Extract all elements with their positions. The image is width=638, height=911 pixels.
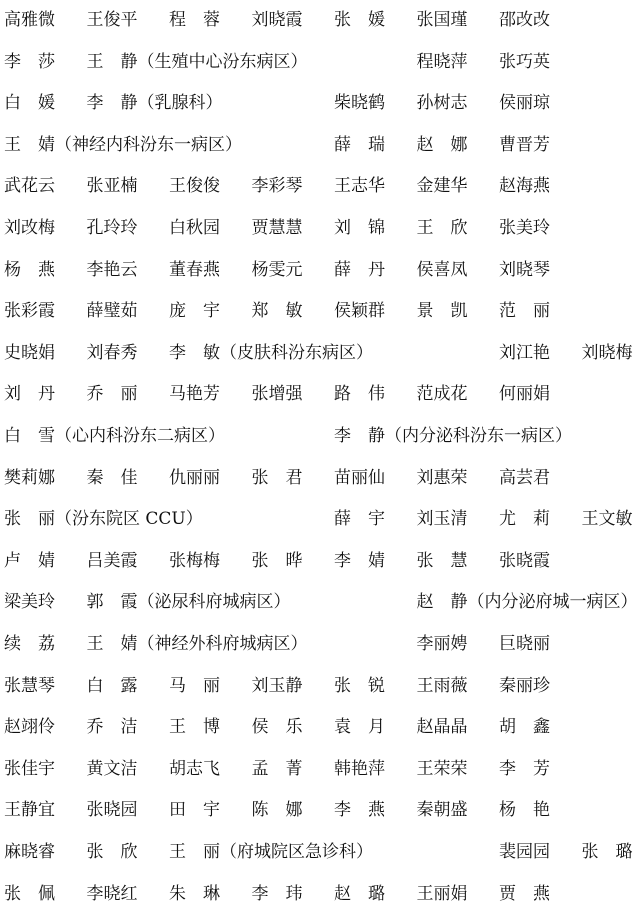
name-entry: 刘玉静 (251, 675, 303, 696)
name-entry: 刘春秀 (86, 342, 138, 363)
name-entry: 张彩霞 (4, 301, 55, 322)
name-row (4, 47, 584, 77)
name-entry: 张 媛 (334, 10, 385, 30)
name-entry: 贾慧慧 (251, 218, 303, 238)
name-entry: 秦丽珍 (499, 675, 550, 696)
name-entry: 李 敏（皮肤科汾东病区） (169, 342, 373, 363)
name-entry: 续 荔 (4, 634, 55, 654)
name-entry: 赵晶晶 (416, 717, 468, 738)
name-row (4, 795, 584, 825)
name-entry: 袁 月 (334, 717, 385, 738)
name-entry: 陈 娜 (251, 800, 303, 821)
name-entry: 庞 宇 (169, 301, 220, 322)
name-entry: 薛璧茹 (86, 301, 138, 322)
name-entry: 董春燕 (169, 259, 220, 280)
name-entry: 李 莎 (4, 51, 55, 72)
name-entry: 王俊平 (86, 10, 138, 30)
name-row (4, 379, 584, 409)
name-entry: 高芸君 (499, 467, 550, 488)
name-entry: 王 欣 (416, 218, 468, 238)
name-entry: 张美玲 (499, 218, 550, 238)
name-entry: 薛 宇 (334, 509, 385, 530)
name-entry: 郭 霞（泌尿科府城病区） (86, 592, 291, 613)
name-row (4, 504, 633, 534)
name-entry: 侯喜凤 (416, 259, 468, 280)
name-entry: 秦朝盛 (416, 800, 468, 821)
name-entry: 张亚楠 (86, 176, 138, 197)
name-entry: 张 璐 (581, 842, 633, 862)
name-entry: 刘惠荣 (416, 467, 468, 488)
name-entry: 张晓园 (86, 800, 138, 821)
name-entry: 程晓萍 (416, 51, 468, 72)
name-entry: 赵翊伶 (4, 717, 55, 738)
name-entry: 李 燕 (334, 800, 385, 821)
name-entry: 刘江艳 (499, 342, 550, 363)
name-row (4, 837, 633, 867)
name-entry: 王丽娟 (416, 883, 468, 904)
name-entry: 张佳宇 (4, 758, 55, 779)
name-entry: 白 雪（心内科汾东二病区） (4, 426, 225, 446)
name-entry: 李 婧 (334, 550, 385, 571)
name-entry: 李彩琴 (251, 176, 303, 197)
name-entry: 张 锐 (334, 675, 385, 696)
name-entry: 胡 鑫 (499, 717, 550, 738)
name-entry: 张梅梅 (169, 550, 220, 571)
name-entry: 侯丽琼 (499, 93, 550, 114)
name-entry: 武花云 (4, 176, 55, 197)
name-entry: 刘玉清 (416, 509, 468, 530)
name-entry: 裴园园 (499, 842, 550, 862)
name-entry: 范 丽 (499, 301, 550, 322)
name-row (4, 671, 584, 701)
name-entry: 王 静（生殖中心汾东病区） (86, 51, 308, 72)
name-entry: 苗丽仙 (334, 467, 385, 488)
name-row (4, 879, 584, 909)
name-entry: 刘晓霞 (251, 10, 303, 30)
name-entry: 郑 敏 (251, 301, 303, 322)
name-entry: 程 蓉 (169, 10, 220, 30)
name-row (4, 629, 584, 659)
name-entry: 李 静（内分泌科汾东一病区） (334, 426, 572, 446)
name-entry: 韩艳萍 (334, 758, 385, 779)
name-entry: 李晓红 (86, 883, 138, 904)
name-entry: 乔 洁 (86, 717, 138, 738)
name-row (4, 88, 584, 118)
name-entry: 何丽娟 (499, 384, 550, 405)
name-row (4, 5, 584, 35)
name-entry: 赵海燕 (499, 176, 550, 197)
name-entry: 白 媛 (4, 93, 55, 114)
name-entry: 李丽娉 (416, 634, 468, 654)
name-entry: 张增强 (251, 384, 303, 405)
name-entry: 朱 琳 (169, 883, 220, 904)
name-entry: 樊莉娜 (4, 467, 55, 488)
name-entry: 高雅微 (4, 10, 55, 30)
name-entry: 刘改梅 (4, 218, 55, 238)
name-entry: 秦 佳 (86, 467, 138, 488)
name-entry: 刘 锦 (334, 218, 385, 238)
name-entry: 史晓娟 (4, 342, 55, 363)
name-row (4, 421, 584, 451)
name-entry: 孔玲玲 (86, 218, 138, 238)
name-entry: 马 丽 (169, 675, 220, 696)
name-row (4, 255, 584, 285)
name-entry: 张 慧 (416, 550, 468, 571)
name-entry: 景 凯 (416, 301, 468, 322)
name-row (4, 712, 584, 742)
name-entry: 李艳云 (86, 259, 138, 280)
name-entry: 王 博 (169, 717, 220, 738)
name-row (4, 130, 584, 160)
name-entry: 王 婧（神经外科府城病区） (86, 634, 308, 654)
name-row (4, 296, 584, 326)
name-row (4, 463, 584, 493)
name-entry: 孙树志 (416, 93, 468, 114)
name-entry: 王雨薇 (416, 675, 468, 696)
name-entry: 卢 婧 (4, 550, 55, 571)
name-entry: 巨晓丽 (499, 634, 550, 654)
name-row (4, 546, 584, 576)
name-entry: 田 宇 (169, 800, 220, 821)
name-entry: 曹晋芳 (499, 134, 550, 155)
name-entry: 乔 丽 (86, 384, 138, 405)
name-entry: 侯颖群 (334, 301, 385, 322)
name-row (4, 213, 584, 243)
name-entry: 王静宜 (4, 800, 55, 821)
name-entry: 贾 燕 (499, 883, 550, 904)
name-entry: 路 伟 (334, 384, 385, 405)
name-entry: 马艳芳 (169, 384, 220, 405)
name-row (4, 587, 638, 617)
name-entry: 梁美玲 (4, 592, 55, 613)
name-entry: 麻晓睿 (4, 842, 55, 862)
name-entry: 范成花 (416, 384, 468, 405)
name-entry: 张 欣 (86, 842, 138, 862)
name-entry: 张慧琴 (4, 675, 55, 696)
name-entry: 白 露 (86, 675, 138, 696)
name-entry: 刘晓梅 (581, 342, 633, 363)
name-row (4, 171, 584, 201)
name-entry: 张巧英 (499, 51, 550, 72)
name-entry: 仇丽丽 (169, 467, 220, 488)
name-entry: 张 君 (251, 467, 303, 488)
name-entry: 赵 璐 (334, 883, 385, 904)
name-entry: 赵 娜 (416, 134, 468, 155)
name-entry: 侯 乐 (251, 717, 303, 738)
name-entry: 张 晔 (251, 550, 303, 571)
name-entry: 金建华 (416, 176, 468, 197)
name-entry: 张 丽（汾东院区 CCU） (4, 509, 203, 530)
name-entry: 尤 莉 (499, 509, 550, 530)
name-entry: 张国瑾 (416, 10, 468, 30)
name-entry: 胡志飞 (169, 758, 220, 779)
name-entry: 柴晓鹤 (334, 93, 385, 114)
name-entry: 赵 静（内分泌府城一病区） (416, 592, 638, 613)
name-entry: 刘晓琴 (499, 259, 550, 280)
name-entry: 杨 艳 (499, 800, 550, 821)
name-entry: 白秋园 (169, 218, 220, 238)
name-entry: 王文敏 (581, 509, 633, 530)
name-entry: 王志华 (334, 176, 385, 197)
name-entry: 王 丽（府城院区急诊科） (169, 842, 373, 862)
name-entry: 杨 燕 (4, 259, 55, 280)
name-entry: 李 玮 (251, 883, 303, 904)
name-entry: 杨雯元 (251, 259, 303, 280)
name-entry: 王俊俊 (169, 176, 220, 197)
name-entry: 刘 丹 (4, 384, 55, 405)
name-entry: 王 婧（神经内科汾东一病区） (4, 134, 242, 155)
name-entry: 张晓霞 (499, 550, 550, 571)
name-entry: 黄文洁 (86, 758, 138, 779)
name-entry: 邵改改 (499, 10, 550, 30)
name-row (4, 338, 633, 368)
name-entry: 薛 丹 (334, 259, 385, 280)
name-entry: 孟 菁 (251, 758, 303, 779)
name-entry: 薛 瑞 (334, 134, 385, 155)
name-entry: 王荣荣 (416, 758, 468, 779)
name-entry: 张 佩 (4, 883, 55, 904)
name-entry: 李 静（乳腺科） (86, 93, 223, 114)
name-entry: 李 芳 (499, 758, 550, 779)
name-row (4, 754, 584, 784)
name-entry: 吕美霞 (86, 550, 138, 571)
